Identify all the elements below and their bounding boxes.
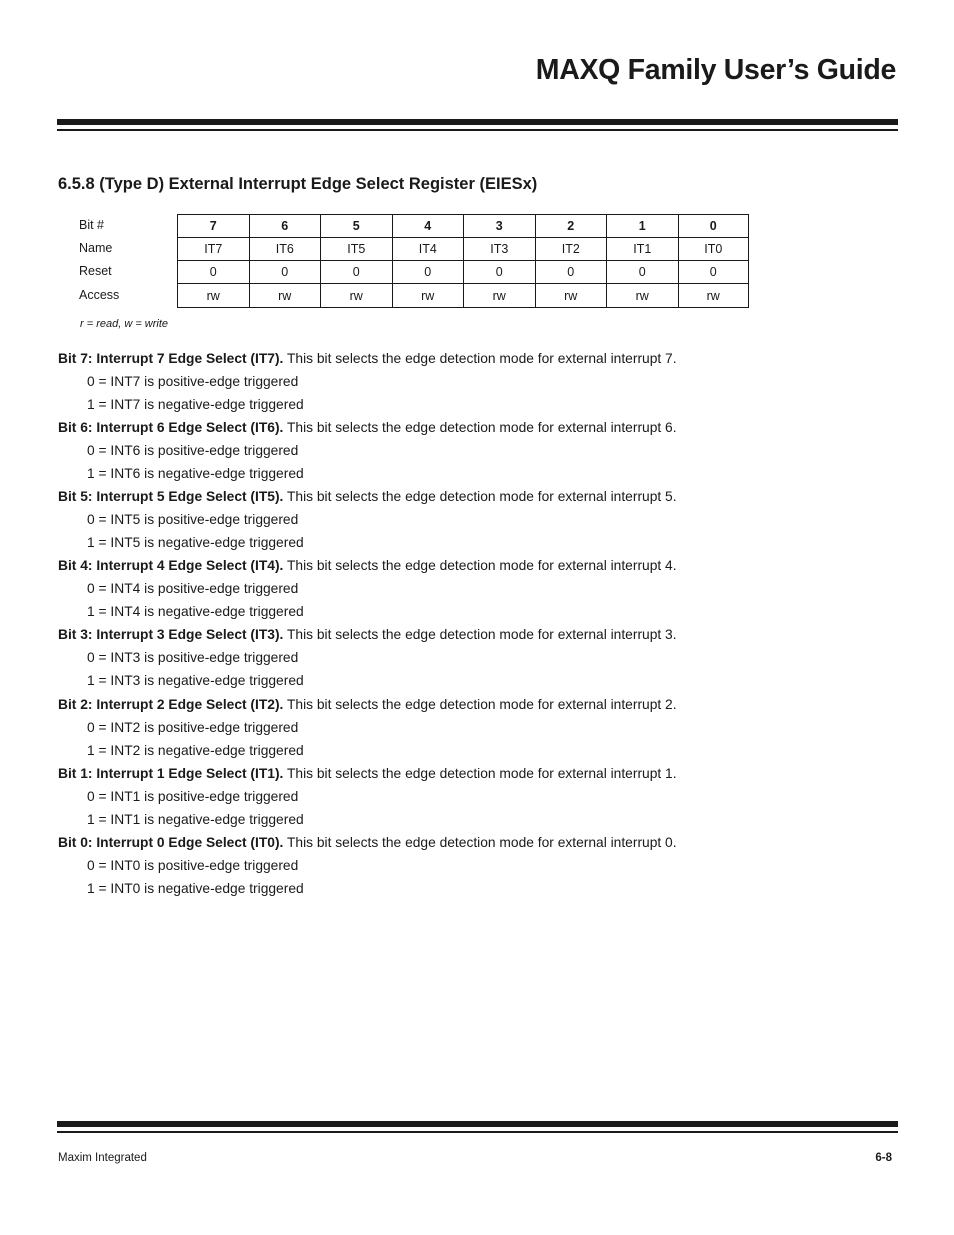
bit-name-cell: IT2 bbox=[535, 237, 607, 260]
bit-description bbox=[58, 558, 677, 574]
row-label-access: Access bbox=[79, 288, 120, 302]
bit-number-cell: 4 bbox=[392, 214, 464, 237]
footer-rule-thin bbox=[57, 1131, 898, 1133]
bit-description-head: Bit 4: Interrupt 4 Edge Select (IT4). bbox=[58, 558, 284, 573]
bit-reset-cell: 0 bbox=[320, 260, 392, 283]
bit-option: 1 = INT3 is negative-edge triggered bbox=[87, 673, 304, 688]
bit-option: 1 = INT2 is negative-edge triggered bbox=[87, 743, 304, 758]
bit-description-head: Bit 6: Interrupt 6 Edge Select (IT6). bbox=[58, 420, 284, 435]
bit-reset-cell: 0 bbox=[249, 260, 321, 283]
bit-reset-row bbox=[177, 260, 749, 283]
bit-reset-cell: 0 bbox=[678, 260, 750, 283]
bit-name-cell: IT4 bbox=[392, 237, 464, 260]
bit-number-cell: 6 bbox=[249, 214, 321, 237]
access-legend: r = read, w = write bbox=[80, 318, 169, 330]
bit-description-head: Bit 2: Interrupt 2 Edge Select (IT2). bbox=[58, 697, 284, 712]
bit-reset-cell: 0 bbox=[177, 260, 249, 283]
bit-name-cell: IT3 bbox=[463, 237, 535, 260]
bit-number-row bbox=[177, 214, 749, 237]
bit-option: 0 = INT3 is positive-edge triggered bbox=[87, 650, 299, 665]
bit-option: 0 = INT5 is positive-edge triggered bbox=[87, 512, 299, 527]
bit-access-cell: rw bbox=[392, 283, 464, 308]
footer-company: Maxim Integrated bbox=[58, 1152, 147, 1164]
bit-description bbox=[58, 697, 677, 713]
bit-option: 1 = INT4 is negative-edge triggered bbox=[87, 604, 304, 619]
row-label-bit: Bit # bbox=[79, 218, 105, 232]
bit-description-text: This bit selects the edge detection mode for external interrupt 1. bbox=[283, 766, 677, 781]
bit-description bbox=[58, 351, 677, 367]
bit-description bbox=[58, 627, 677, 643]
bit-description-text: This bit selects the edge detection mode for external interrupt 2. bbox=[283, 697, 677, 712]
bit-number-cell: 1 bbox=[606, 214, 678, 237]
bit-name-cell: IT1 bbox=[606, 237, 678, 260]
bit-description-text: This bit selects the edge detection mode for external interrupt 7. bbox=[283, 351, 677, 366]
bit-description-head: Bit 7: Interrupt 7 Edge Select (IT7). bbox=[58, 351, 284, 366]
bit-reset-cell: 0 bbox=[606, 260, 678, 283]
bit-reset-cell: 0 bbox=[463, 260, 535, 283]
bit-description-text: This bit selects the edge detection mode for external interrupt 0. bbox=[283, 835, 677, 850]
bit-description bbox=[58, 835, 677, 851]
bit-option: 0 = INT2 is positive-edge triggered bbox=[87, 720, 299, 735]
bit-reset-cell: 0 bbox=[535, 260, 607, 283]
bit-description bbox=[58, 420, 677, 436]
bit-option: 1 = INT7 is negative-edge triggered bbox=[87, 397, 304, 412]
page-number: 6-8 bbox=[875, 1152, 892, 1164]
bit-access-cell: rw bbox=[606, 283, 678, 308]
bit-name-cell: IT6 bbox=[249, 237, 321, 260]
bit-description-text: This bit selects the edge detection mode for external interrupt 5. bbox=[283, 489, 677, 504]
bit-description-head: Bit 0: Interrupt 0 Edge Select (IT0). bbox=[58, 835, 284, 850]
bit-option: 0 = INT1 is positive-edge triggered bbox=[87, 789, 299, 804]
header-rule-thin bbox=[57, 129, 898, 131]
bit-option: 1 = INT1 is negative-edge triggered bbox=[87, 812, 304, 827]
bit-description-head: Bit 3: Interrupt 3 Edge Select (IT3). bbox=[58, 627, 284, 642]
bit-option: 1 = INT6 is negative-edge triggered bbox=[87, 466, 304, 481]
register-bit-table bbox=[177, 214, 749, 308]
bit-name-cell: IT5 bbox=[320, 237, 392, 260]
bit-number-cell: 5 bbox=[320, 214, 392, 237]
row-label-name: Name bbox=[79, 241, 113, 255]
bit-option: 0 = INT6 is positive-edge triggered bbox=[87, 443, 299, 458]
bit-number-cell: 2 bbox=[535, 214, 607, 237]
bit-access-cell: rw bbox=[535, 283, 607, 308]
bit-description bbox=[58, 766, 677, 782]
bit-name-row bbox=[177, 237, 749, 260]
bit-option: 0 = INT0 is positive-edge triggered bbox=[87, 858, 299, 873]
bit-access-cell: rw bbox=[249, 283, 321, 308]
bit-description-head: Bit 5: Interrupt 5 Edge Select (IT5). bbox=[58, 489, 284, 504]
bit-option: 1 = INT0 is negative-edge triggered bbox=[87, 881, 304, 896]
bit-number-cell: 3 bbox=[463, 214, 535, 237]
bit-access-cell: rw bbox=[320, 283, 392, 308]
bit-name-cell: IT7 bbox=[177, 237, 249, 260]
bit-reset-cell: 0 bbox=[392, 260, 464, 283]
bit-access-cell: rw bbox=[678, 283, 750, 308]
bit-description-text: This bit selects the edge detection mode for external interrupt 3. bbox=[283, 627, 677, 642]
bit-access-cell: rw bbox=[463, 283, 535, 308]
bit-option: 1 = INT5 is negative-edge triggered bbox=[87, 535, 304, 550]
bit-number-cell: 0 bbox=[678, 214, 750, 237]
section-heading: 6.5.8 (Type D) External Interrupt Edge Select Register (EIESx) bbox=[58, 175, 538, 193]
bit-number-cell: 7 bbox=[177, 214, 249, 237]
header-rule-thick bbox=[57, 119, 898, 125]
bit-name-cell: IT0 bbox=[678, 237, 750, 260]
bit-option: 0 = INT7 is positive-edge triggered bbox=[87, 374, 299, 389]
bit-description-text: This bit selects the edge detection mode for external interrupt 4. bbox=[283, 558, 677, 573]
bit-description-text: This bit selects the edge detection mode for external interrupt 6. bbox=[283, 420, 677, 435]
bit-option: 0 = INT4 is positive-edge triggered bbox=[87, 581, 299, 596]
footer-rule-thick bbox=[57, 1121, 898, 1127]
bit-description-head: Bit 1: Interrupt 1 Edge Select (IT1). bbox=[58, 766, 284, 781]
bit-access-row bbox=[177, 283, 749, 308]
bit-description bbox=[58, 489, 677, 505]
bit-access-cell: rw bbox=[177, 283, 249, 308]
document-title: MAXQ Family User’s Guide bbox=[535, 54, 896, 86]
row-label-reset: Reset bbox=[79, 264, 112, 278]
